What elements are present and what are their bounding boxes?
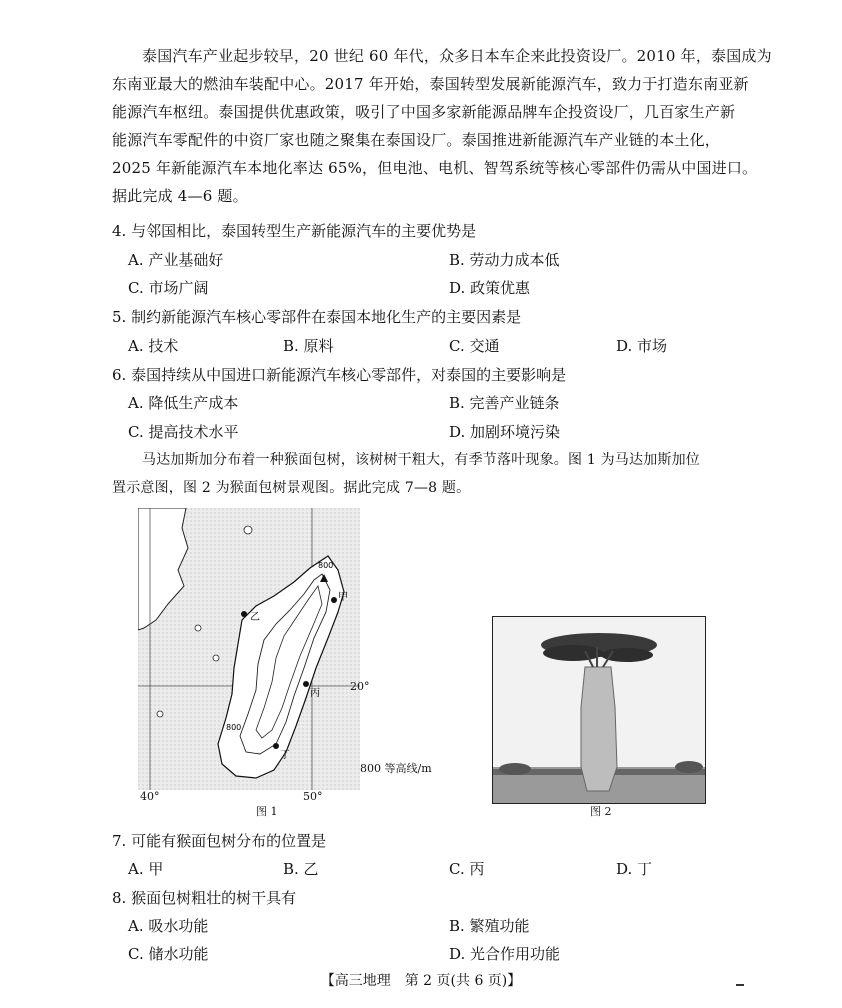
contour-legend: 800 等高线/m [360, 762, 432, 775]
figure-2-caption: 图 2 [590, 805, 612, 818]
q6-option-d[interactable]: D. 加剧环境污染 [449, 423, 561, 441]
point-bing-marker [303, 681, 309, 687]
passage-thailand [112, 42, 772, 210]
q4-option-d[interactable]: D. 政策优惠 [449, 279, 531, 297]
q6-option-b[interactable]: B. 完善产业链条 [449, 394, 560, 412]
figure-2-photo [492, 616, 706, 804]
point-ding-marker [273, 743, 279, 749]
passage-line: 泰国汽车产业起步较早，20 世纪 60 年代，众多日本车企来此投资设厂。2010 年，泰国成为 [142, 47, 772, 65]
baobab-trunk [581, 667, 617, 791]
island [195, 625, 201, 631]
passage-line: 马达加斯加分布着一种猴面包树，该树树干粗大，有季节落叶现象。图 1 为马达加斯加位 [142, 452, 701, 468]
baobab-canopy [543, 645, 603, 661]
contour-label: 800 [318, 561, 334, 570]
q5-option-c[interactable]: C. 交通 [449, 337, 500, 355]
question-7-stem: 7. 可能有猴面包树分布的位置是 [112, 832, 327, 850]
q4-option-b[interactable]: B. 劳动力成本低 [449, 251, 560, 269]
madagascar-map-svg [138, 508, 360, 790]
q8-option-a[interactable]: A. 吸水功能 [128, 917, 209, 935]
q6-option-a[interactable]: A. 降低生产成本 [128, 394, 239, 412]
q8-option-b[interactable]: B. 繁殖功能 [449, 917, 530, 935]
point-label-yi: 乙 [250, 612, 260, 623]
baobab-tree-image [493, 617, 705, 803]
passage-line: 东南亚最大的燃油车装配中心。2017 年开始，泰国转型发展新能源汽车，致力于打造东南亚新 [112, 75, 749, 93]
passage-line: 2025 年新能源汽车本地化率达 65%，但电池、电机、智驾系统等核心零部件仍需从中国进口。 [112, 159, 758, 177]
passage-line: 据此完成 4—6 题。 [112, 187, 248, 205]
passage-line: 能源汽车枢纽。泰国提供优惠政策，吸引了中国多家新能源品牌车企投资设厂，几百家生产新 [112, 103, 736, 121]
page-footer: 【高三地理 第 2 页(共 6 页)】 [320, 973, 522, 989]
question-4-stem: 4. 与邻国相比，泰国转型生产新能源汽车的主要优势是 [112, 222, 477, 240]
q4-option-c[interactable]: C. 市场广阔 [128, 279, 209, 297]
question-5-stem: 5. 制约新能源汽车核心零部件在泰国本地化生产的主要因素是 [112, 308, 522, 326]
q5-option-a[interactable]: A. 技术 [128, 337, 179, 355]
shrub [499, 763, 531, 775]
q8-option-c[interactable]: C. 储水功能 [128, 945, 209, 963]
q7-option-c[interactable]: C. 丙 [449, 860, 485, 878]
q5-option-d[interactable]: D. 市场 [616, 337, 668, 355]
point-label-jia: 甲 [338, 592, 348, 603]
point-yi-marker [241, 611, 247, 617]
q7-option-d[interactable]: D. 丁 [616, 860, 653, 878]
q4-option-a[interactable]: A. 产业基础好 [128, 251, 224, 269]
longitude-label-40: 40° [140, 790, 160, 803]
corner-mark [736, 984, 744, 986]
point-label-bing: 丙 [310, 688, 320, 699]
passage-madagascar [112, 446, 732, 502]
q8-option-d[interactable]: D. 光合作用功能 [449, 945, 561, 963]
baobab-canopy [601, 648, 653, 662]
island [213, 655, 219, 661]
point-label-ding: 丁 [280, 750, 290, 761]
latitude-label-20: 20° [350, 680, 370, 693]
q7-option-b[interactable]: B. 乙 [283, 860, 319, 878]
island [244, 526, 252, 534]
q5-option-b[interactable]: B. 原料 [283, 337, 334, 355]
point-jia-marker [331, 597, 337, 603]
passage-line: 能源汽车零配件的中资厂家也随之聚集在泰国设厂。泰国推进新能源汽车产业链的本土化， [112, 131, 721, 149]
longitude-label-50: 50° [303, 790, 323, 803]
shrub [675, 761, 703, 773]
passage-line: 置示意图，图 2 为猴面包树景观图。据此完成 7—8 题。 [112, 480, 471, 496]
island [157, 711, 163, 717]
question-6-stem: 6. 泰国持续从中国进口新能源汽车核心零部件，对泰国的主要影响是 [112, 366, 567, 384]
question-8-stem: 8. 猴面包树粗壮的树干具有 [112, 889, 297, 907]
contour-label: 800 [226, 723, 242, 732]
q6-option-c[interactable]: C. 提高技术水平 [128, 423, 239, 441]
q7-option-a[interactable]: A. 甲 [128, 860, 164, 878]
figure-1-caption: 图 1 [256, 805, 278, 818]
figure-1-map [138, 508, 360, 790]
